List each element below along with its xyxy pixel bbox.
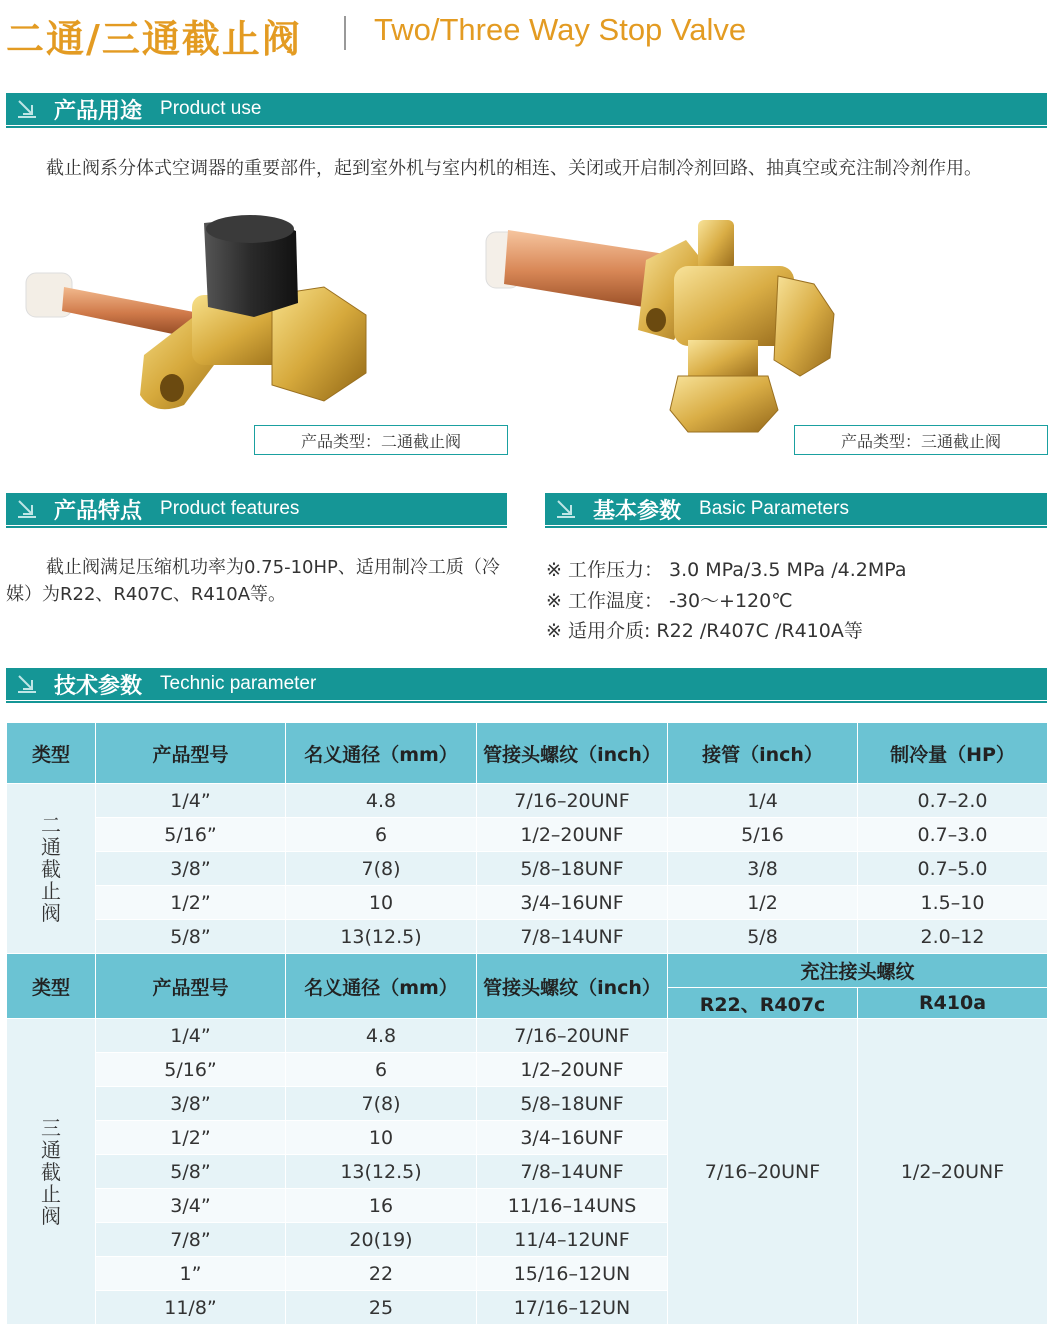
table-cell: 3/4–16UNF bbox=[477, 1121, 668, 1155]
table-cell: 3/8” bbox=[96, 852, 286, 886]
table-cell: 1/4 bbox=[668, 784, 858, 818]
header-cell: 类型 bbox=[7, 954, 96, 1019]
section-bar-product-use bbox=[6, 93, 1047, 125]
type-cell-three-way bbox=[7, 1019, 96, 1325]
table-cell: 5/8–18UNF bbox=[477, 1087, 668, 1121]
section-bar-technic-parameter bbox=[6, 668, 1047, 700]
section-bar-product-features bbox=[6, 493, 507, 525]
table-cell: 10 bbox=[286, 886, 477, 920]
section-title-cn: 产品用途 bbox=[54, 98, 143, 124]
type-cell-two-way bbox=[7, 784, 96, 954]
section-title-en: Product use bbox=[160, 98, 262, 119]
table-cell: 6 bbox=[286, 1053, 477, 1087]
charge-cell-r22: 7/16–20UNF bbox=[668, 1019, 858, 1325]
page-title-en: Two/Three Way Stop Valve bbox=[374, 12, 747, 47]
param-temperature: ※ 工作温度： -30～+120℃ bbox=[546, 590, 793, 612]
table-cell: 3/8” bbox=[96, 1087, 286, 1121]
table-cell: 5/8 bbox=[668, 920, 858, 954]
table-row bbox=[7, 852, 1048, 886]
table-cell: 4.8 bbox=[286, 784, 477, 818]
table-cell: 3/8 bbox=[668, 852, 858, 886]
table-header-row-2 bbox=[7, 954, 1048, 988]
table-cell: 0.7–3.0 bbox=[858, 818, 1048, 852]
section-underline bbox=[6, 526, 507, 528]
table-cell: 13(12.5) bbox=[286, 920, 477, 954]
table-cell: 11/16–14UNS bbox=[477, 1189, 668, 1223]
header-cell: 产品型号 bbox=[96, 954, 286, 1019]
page-title-cn: 二通/三通截止阀 bbox=[6, 17, 302, 61]
param-medium: ※ 适用介质: R22 /R407C /R410A等 bbox=[546, 620, 863, 642]
header-cell: 管接头螺纹（inch） bbox=[477, 954, 668, 1019]
table-cell: 7(8) bbox=[286, 1087, 477, 1121]
table-cell: 11/4–12UNF bbox=[477, 1223, 668, 1257]
section-underline bbox=[6, 126, 1047, 128]
param-pressure: ※ 工作压力： 3.0 MPa/3.5 MPa /4.2MPa bbox=[546, 559, 907, 581]
table-cell: 5/16” bbox=[96, 818, 286, 852]
header-cell: 名义通径（mm） bbox=[286, 723, 477, 784]
table-cell: 7/8” bbox=[96, 1223, 286, 1257]
type-label: 二通截止阀 bbox=[41, 812, 61, 925]
table-cell: 2.0–12 bbox=[858, 920, 1048, 954]
header-cell: 管接头螺纹（inch） bbox=[477, 723, 668, 784]
table-cell: 1” bbox=[96, 1257, 286, 1291]
table-cell: 7/8–14UNF bbox=[477, 1155, 668, 1189]
table-cell: 1/2” bbox=[96, 886, 286, 920]
header-cell: R410a bbox=[858, 988, 1048, 1019]
table-cell: 5/8” bbox=[96, 920, 286, 954]
table-cell: 1/2–20UNF bbox=[477, 1053, 668, 1087]
table-cell: 10 bbox=[286, 1121, 477, 1155]
table-header-row bbox=[7, 723, 1048, 784]
table-cell: 3/4–16UNF bbox=[477, 886, 668, 920]
table-cell: 1/2–20UNF bbox=[477, 818, 668, 852]
table-cell: 5/8–18UNF bbox=[477, 852, 668, 886]
arrow-icon bbox=[6, 668, 46, 700]
table-row bbox=[7, 1019, 1048, 1053]
charge-cell-r410a: 1/2–20UNF bbox=[858, 1019, 1048, 1325]
table-row bbox=[7, 784, 1048, 818]
three-way-valve-image bbox=[478, 210, 848, 435]
table-cell: 16 bbox=[286, 1189, 477, 1223]
header-cell: 名义通径（mm） bbox=[286, 954, 477, 1019]
table-cell: 7/16–20UNF bbox=[477, 784, 668, 818]
section-title-cn: 基本参数 bbox=[593, 498, 682, 524]
arrow-icon bbox=[545, 493, 585, 525]
table-cell: 17/16–12UN bbox=[477, 1291, 668, 1325]
caption-three-way: 产品类型：三通截止阀 bbox=[794, 425, 1048, 455]
header-cell: 产品型号 bbox=[96, 723, 286, 784]
table-cell: 6 bbox=[286, 818, 477, 852]
table-cell: 1.5–10 bbox=[858, 886, 1048, 920]
table-cell: 15/16–12UN bbox=[477, 1257, 668, 1291]
table-cell: 0.7–5.0 bbox=[858, 852, 1048, 886]
table-row bbox=[7, 886, 1048, 920]
arrow-icon bbox=[6, 93, 46, 125]
table-cell: 5/16” bbox=[96, 1053, 286, 1087]
section-title-en: Product features bbox=[160, 498, 300, 519]
section-title-en: Technic parameter bbox=[160, 673, 317, 694]
section-underline bbox=[545, 526, 1047, 528]
table-cell: 1/4” bbox=[96, 784, 286, 818]
table-cell: 5/16 bbox=[668, 818, 858, 852]
header-cell: 类型 bbox=[7, 723, 96, 784]
caption-two-way: 产品类型：二通截止阀 bbox=[254, 425, 508, 455]
table-cell: 1/2” bbox=[96, 1121, 286, 1155]
table-cell: 22 bbox=[286, 1257, 477, 1291]
table-cell: 7(8) bbox=[286, 852, 477, 886]
table-cell: 5/8” bbox=[96, 1155, 286, 1189]
table-cell: 7/16–20UNF bbox=[477, 1019, 668, 1053]
header-cell: 接管（inch） bbox=[668, 723, 858, 784]
header-cell: 制冷量（HP） bbox=[858, 723, 1048, 784]
type-label: 三通截止阀 bbox=[41, 1115, 61, 1228]
spec-table bbox=[6, 722, 1048, 1325]
section-title-en: Basic Parameters bbox=[699, 498, 849, 519]
header-cell-charge: 充注接头螺纹 bbox=[668, 954, 1048, 988]
table-cell: 13(12.5) bbox=[286, 1155, 477, 1189]
table-cell: 3/4” bbox=[96, 1189, 286, 1223]
table-cell: 4.8 bbox=[286, 1019, 477, 1053]
table-cell: 0.7–2.0 bbox=[858, 784, 1048, 818]
table-row bbox=[7, 920, 1048, 954]
page-header bbox=[6, 4, 1046, 61]
product-features-text: 截止阀满足压缩机功率为0.75-10HP、适用制冷工质（冷媒）为R22、R407C、R410A等。 bbox=[6, 557, 500, 605]
table-cell: 1/4” bbox=[96, 1019, 286, 1053]
arrow-icon bbox=[6, 493, 46, 525]
section-underline bbox=[6, 701, 1047, 703]
header-cell: R22、R407c bbox=[668, 988, 858, 1019]
table-cell: 25 bbox=[286, 1291, 477, 1325]
section-title-cn: 产品特点 bbox=[54, 498, 143, 524]
section-bar-basic-parameters bbox=[545, 493, 1047, 525]
table-row bbox=[7, 818, 1048, 852]
title-divider bbox=[344, 16, 346, 50]
product-use-text: 截止阀系分体式空调器的重要部件，起到室外机与室内机的相连、关闭或开启制冷剂回路、抽真空或充注制冷剂作用。 bbox=[46, 158, 982, 179]
table-cell: 11/8” bbox=[96, 1291, 286, 1325]
section-title-cn: 技术参数 bbox=[54, 673, 143, 699]
table-cell: 20(19) bbox=[286, 1223, 477, 1257]
two-way-valve-image bbox=[14, 205, 384, 420]
table-cell: 1/2 bbox=[668, 886, 858, 920]
table-cell: 7/8–14UNF bbox=[477, 920, 668, 954]
